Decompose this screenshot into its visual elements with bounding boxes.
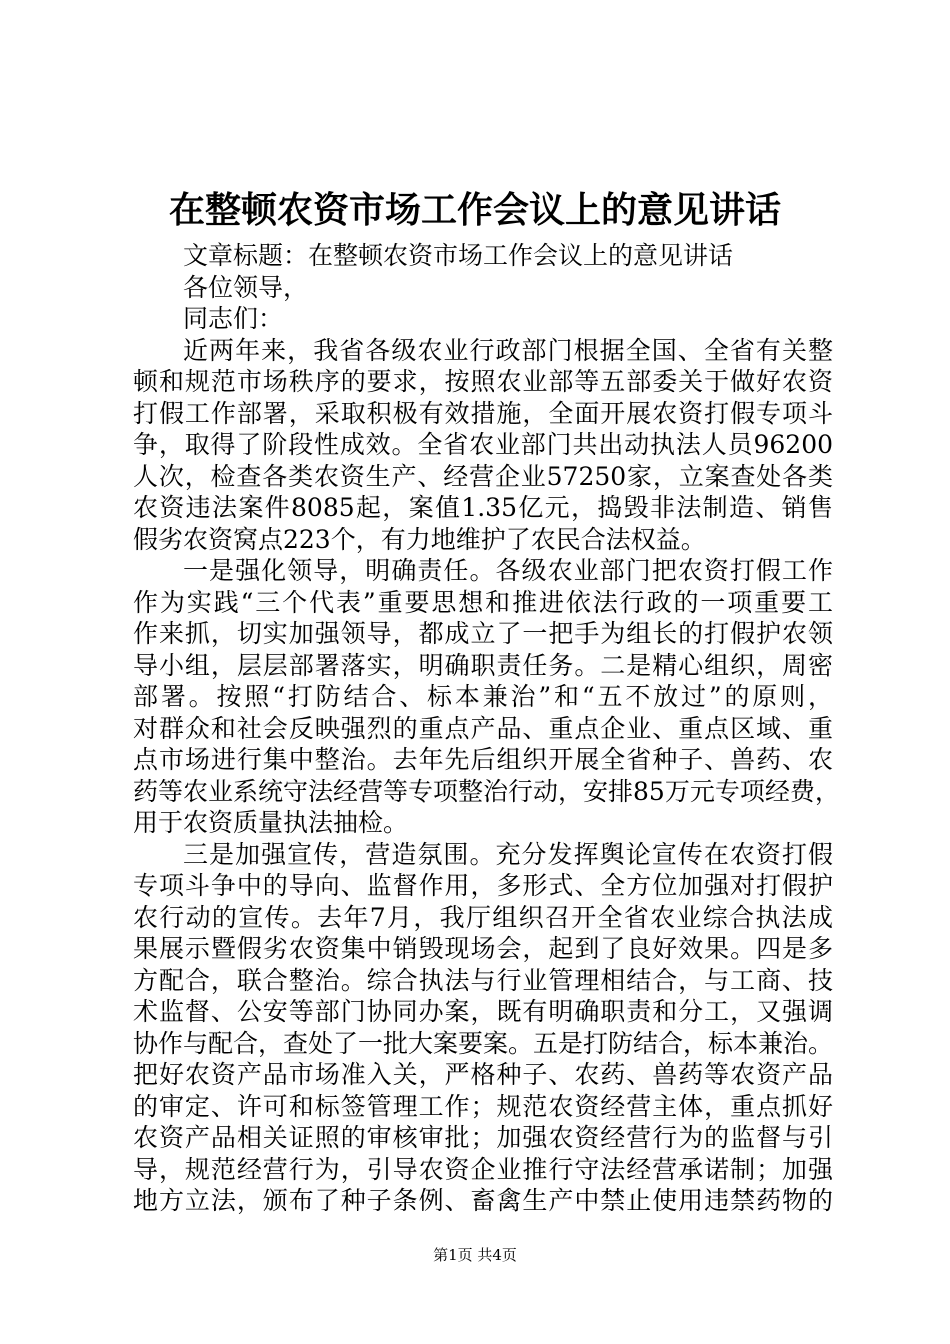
text-line: 农资产品相关证照的审核审批；加强农资经营行为的监督与引 (133, 1123, 833, 1152)
text-line: 顿和规范市场秩序的要求，按照农业部等五部委关于做好农资 (133, 367, 833, 396)
text-line: 术监督、公安等部门协同办案，既有明确职责和分工，又强调 (133, 997, 833, 1026)
text-line: 争，取得了阶段性成效。全省农业部门共出动执法人员96200 (133, 430, 833, 459)
text-line: 用于农资质量执法抽检。 (133, 808, 409, 837)
text-line: 导小组，层层部署落实，明确职责任务。二是精心组织，周密 (133, 650, 833, 680)
text-line: 作为实践“三个代表”重要思想和推进依法行政的一项重要工 (133, 587, 833, 617)
text-line: 的审定、许可和标签管理工作；规范农资经营主体，重点抓好 (133, 1091, 833, 1121)
text-line: 点市场进行集中整治。去年先后组织开展全省种子、兽药、农 (133, 745, 833, 774)
text-line: 人次，检查各类农资生产、经营企业57250家，立案查处各类 (133, 461, 833, 491)
text-line: 各位领导， (183, 272, 309, 302)
text-line: 对群众和社会反映强烈的重点产品、重点企业、重点区域、重 (133, 713, 833, 743)
text-line: 药等农业系统守法经营等专项整治行动，安排85万元专项经费， (133, 776, 840, 806)
text-line: 专项斗争中的导向、监督作用，多形式、全方位加强对打假护 (133, 871, 833, 900)
text-line: 文章标题：在整顿农资市场工作会议上的意见讲话 (183, 241, 734, 270)
page-footer: 第1页 共4页 (433, 1246, 517, 1264)
document-body (133, 240, 840, 1217)
text-line: 方配合，联合整治。综合执法与行业管理相结合，与工商、技 (133, 965, 833, 995)
text-line: 把好农资产品市场准入关，严格种子、农药、兽药等农资产品 (133, 1060, 833, 1089)
text-line: 导，规范经营行为，引导农资企业推行守法经营承诺制；加强 (133, 1154, 833, 1184)
text-line: 近两年来，我省各级农业行政部门根据全国、全省有关整 (183, 335, 833, 365)
text-line: 打假工作部署，采取积极有效措施，全面开展农资打假专项斗 (133, 398, 833, 428)
text-line: 农行动的宣传。去年7月，我厅组织召开全省农业综合执法成 (133, 902, 833, 932)
text-line: 假劣农资窝点223个，有力地维护了农民合法权益。 (133, 524, 706, 554)
text-line: 作来抓，切实加强领导，都成立了一把手为组长的打假护农领 (133, 619, 833, 648)
text-line: 农资违法案件8085起，案值1.35亿元，捣毁非法制造、销售 (133, 493, 833, 522)
text-line: 协作与配合，查处了一批大案要案。五是打防结合，标本兼治。 (133, 1028, 834, 1058)
text-line: 地方立法，颁布了种子条例、畜禽生产中禁止使用违禁药物的 (133, 1186, 833, 1215)
text-line: 果展示暨假劣农资集中销毁现场会，起到了良好效果。四是多 (133, 934, 833, 963)
text-line: 一是强化领导，明确责任。各级农业部门把农资打假工作 (183, 556, 833, 585)
text-line: 同志们： (183, 304, 284, 333)
text-line: 三是加强宣传，营造氛围。充分发挥舆论宣传在农资打假 (183, 839, 833, 869)
document-title: 在整顿农资市场工作会议上的意见讲话 (168, 189, 781, 231)
text-line: 部署。按照“打防结合、标本兼治”和“五不放过”的原则， (133, 682, 833, 711)
